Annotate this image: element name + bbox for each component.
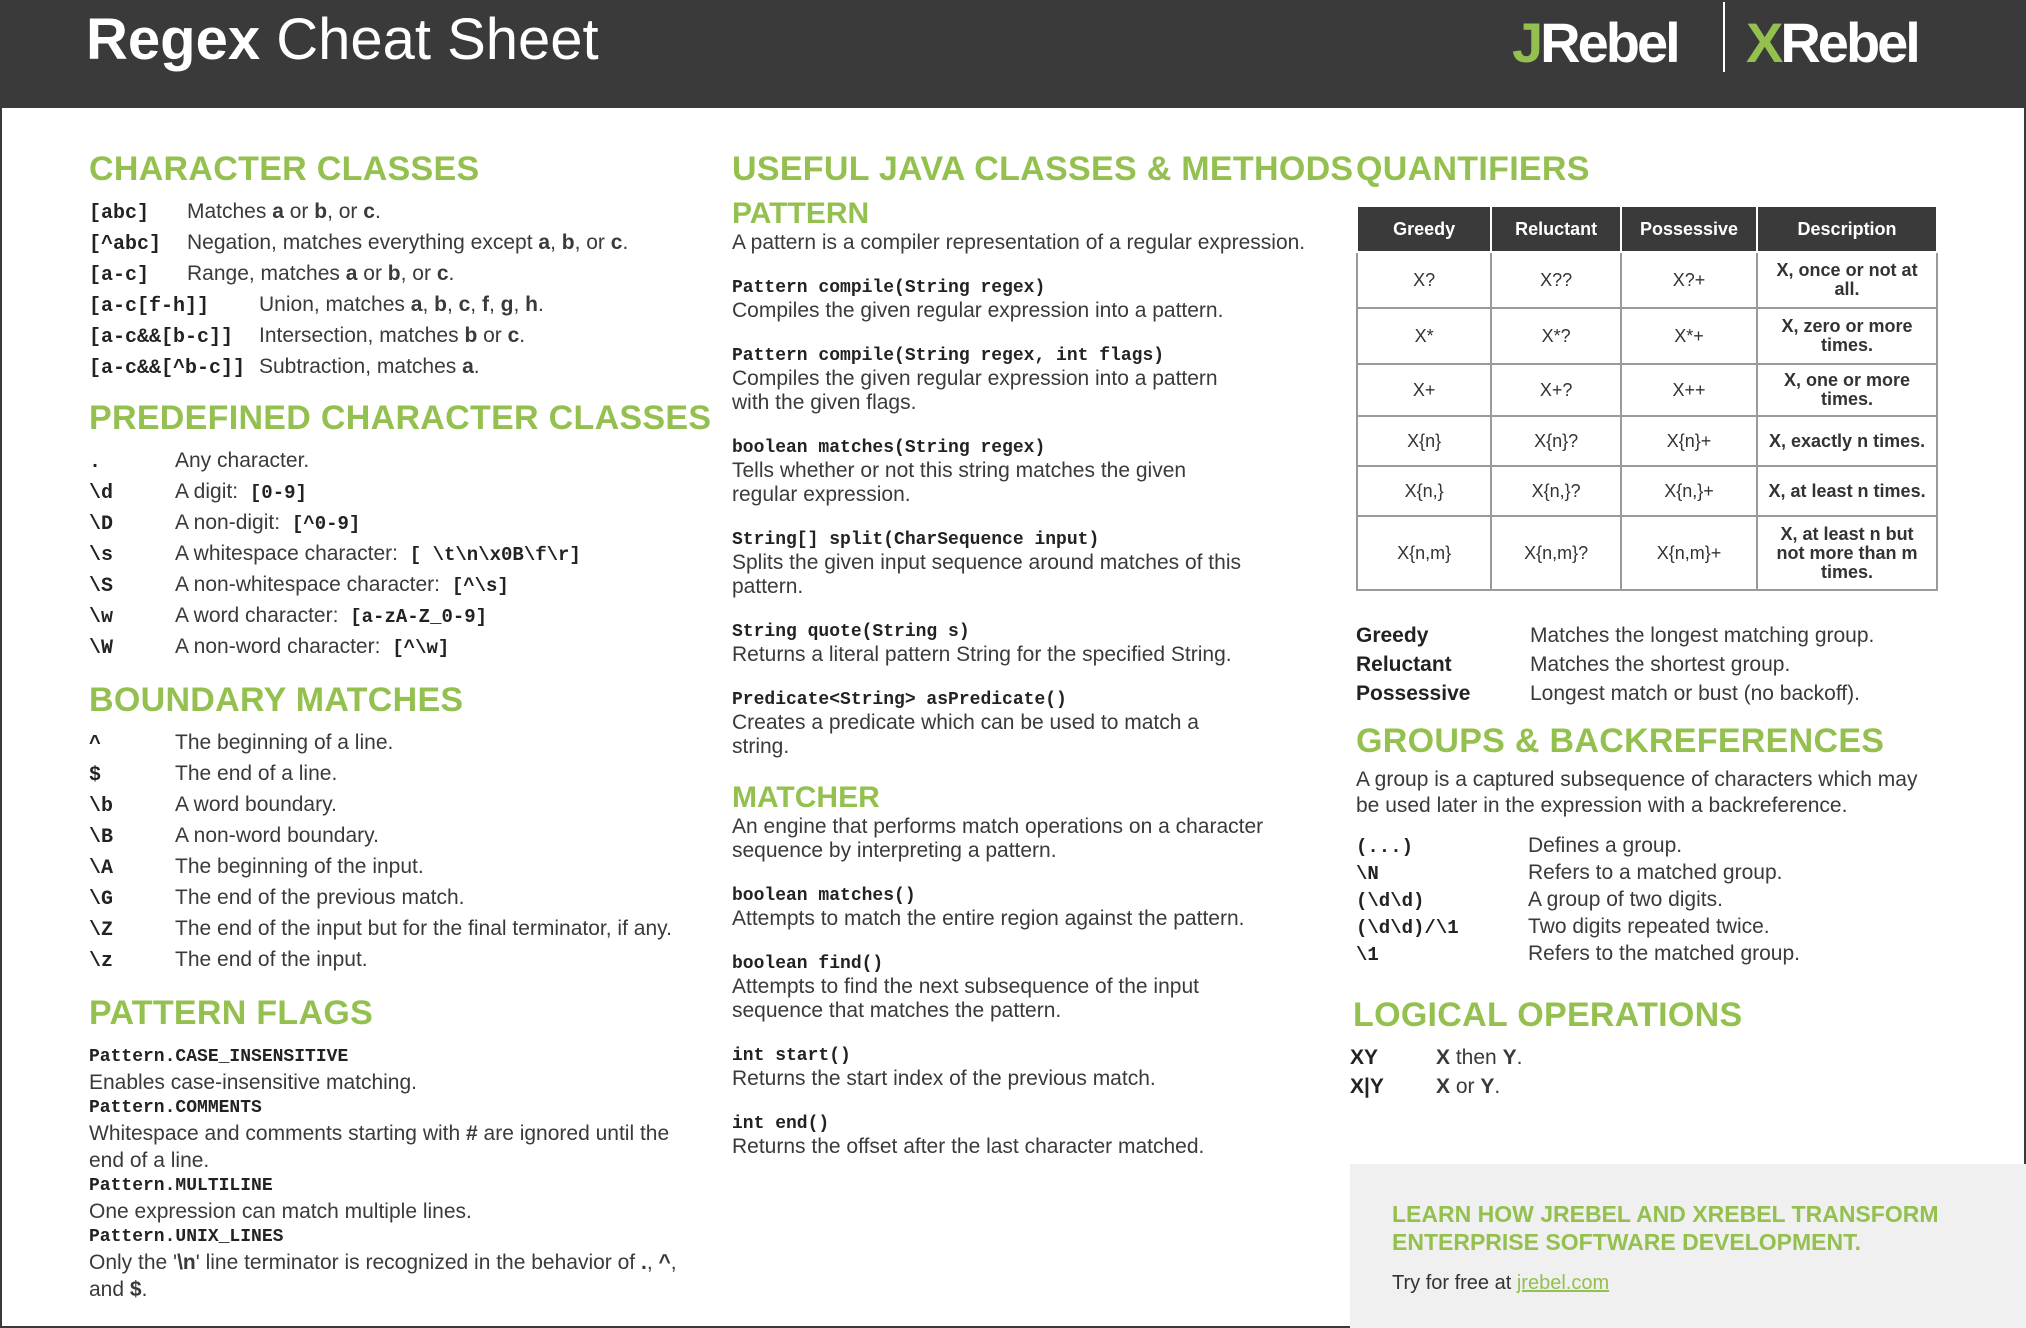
section-title-logical: LOGICAL OPERATIONS	[1353, 996, 1743, 1034]
section-title-predefined: PREDEFINED CHARACTER CLASSES	[89, 399, 712, 437]
regex-code: [0-9]	[249, 482, 307, 504]
flag-description: One expression can match multiple lines.	[89, 1200, 472, 1223]
description-text: A whitespace character:	[175, 542, 404, 565]
description-text: , or	[574, 231, 611, 254]
description: The end of a line.	[175, 762, 338, 785]
legend-term: Reluctant	[1356, 653, 1452, 676]
description: The end of the input but for the final terminator, if any.	[175, 917, 672, 940]
emphasis: b	[561, 231, 575, 254]
method-block	[732, 1113, 1252, 1159]
regex-code: [^\s]	[451, 575, 509, 597]
regex-token: \N	[1356, 863, 1379, 885]
quantifier-token: X++	[1621, 364, 1757, 416]
method-signature: String quote(String s)	[732, 622, 970, 642]
method-block	[732, 437, 1252, 507]
method-signature: Predicate<String> asPredicate()	[732, 690, 1067, 710]
emphasis: b	[387, 262, 401, 285]
character-class-row	[89, 259, 719, 290]
regex-token: \Z	[89, 919, 114, 942]
regex-code: [^\w]	[392, 637, 450, 659]
boundary-row	[89, 790, 719, 821]
legend-term: Possessive	[1356, 682, 1471, 705]
description-text: .	[141, 1278, 148, 1301]
description-text: A non-whitespace character:	[175, 573, 446, 596]
pattern-methods-list	[732, 277, 1332, 759]
description-text: , or	[327, 200, 364, 223]
emphasis: X	[1436, 1075, 1451, 1098]
quantifier-token: X{n,}+	[1621, 466, 1757, 516]
group-row	[1356, 833, 1996, 860]
method-block	[732, 953, 1252, 1023]
regex-token: ^	[89, 733, 102, 756]
description	[175, 632, 449, 663]
method-block	[732, 529, 1252, 599]
description-text: .	[537, 293, 544, 316]
description	[187, 259, 454, 288]
quantifier-description: X, one or more times.	[1757, 364, 1937, 416]
flag-description: Enables case-insensitive matching.	[89, 1071, 418, 1094]
description-text: Range, matches	[187, 262, 346, 285]
description-text: , and	[89, 1251, 677, 1301]
description-text: Only the '	[89, 1251, 178, 1274]
regex-token: [a-c&&[b-c]]	[89, 326, 234, 349]
quantifier-description: X, at least n times.	[1757, 466, 1937, 516]
method-block	[732, 345, 1252, 415]
method-signature: boolean matches(String regex)	[732, 438, 1046, 458]
jrebel-logo[interactable]: JRebel	[1512, 11, 1678, 74]
regex-token: \W	[89, 637, 114, 660]
emphasis: ^	[658, 1251, 671, 1274]
boundary-row	[89, 945, 719, 976]
description: The beginning of the input.	[175, 855, 424, 878]
column-header: Possessive	[1621, 206, 1757, 252]
character-classes-list	[89, 197, 719, 383]
subsection-title-matcher: MATCHER	[732, 781, 880, 814]
emphasis: c	[610, 231, 623, 254]
method-signature: boolean matches()	[732, 886, 916, 906]
method-description: Attempts to find the next subsequence of the input sequence that matches the pattern.	[732, 975, 1199, 1022]
description: The beginning of a line.	[175, 731, 394, 754]
method-block	[732, 277, 1252, 323]
emphasis: f	[481, 293, 489, 316]
emphasis: Y	[1502, 1046, 1517, 1069]
section-title-java-classes: USEFUL JAVA CLASSES & METHODS	[732, 150, 1354, 188]
description: A word boundary.	[175, 793, 337, 816]
character-class-row	[89, 352, 719, 383]
logical-row	[1350, 1072, 1996, 1101]
column-header: Greedy	[1357, 206, 1491, 252]
description: Defines a group.	[1528, 834, 1683, 857]
emphasis: g	[500, 293, 514, 316]
method-description: Tells whether or not this string matches the given regular expression.	[732, 459, 1187, 506]
character-class-row	[89, 290, 719, 321]
description	[259, 321, 525, 350]
regex-token: \B	[89, 826, 114, 849]
emphasis: c	[458, 293, 471, 316]
method-signature: int start()	[732, 1046, 851, 1066]
description-text: A non-word character:	[175, 635, 387, 658]
method-description: Returns a literal pattern String for the specified String.	[732, 643, 1232, 666]
section-title-quantifiers: QUANTIFIERS	[1356, 150, 1590, 188]
regex-token: \d	[89, 482, 114, 505]
regex-token: [abc]	[89, 202, 150, 225]
regex-token: [a-c[f-h]]	[89, 295, 210, 318]
legend-row	[1356, 650, 1996, 679]
matcher-intro: An engine that performs match operations on a character sequence by interpreting a pattern.	[732, 815, 1264, 862]
description-text: Negation, matches everything except	[187, 231, 539, 254]
regex-code: [a-zA-Z_0-9]	[350, 606, 488, 628]
groups-list	[1356, 833, 1996, 968]
emphasis: c	[363, 200, 375, 223]
column-header: Reluctant	[1491, 206, 1621, 252]
flag-name: Pattern.MULTILINE	[89, 1176, 273, 1196]
description: Refers to the matched group.	[1528, 942, 1800, 965]
predefined-row	[89, 539, 719, 570]
description-text: ,	[513, 293, 526, 316]
quantifier-description: X, exactly n times.	[1757, 416, 1937, 466]
description: Refers to a matched group.	[1528, 861, 1783, 884]
boundary-row	[89, 883, 719, 914]
character-class-row	[89, 197, 719, 228]
emphasis: a	[462, 355, 474, 378]
emphasis: c	[507, 324, 520, 347]
quantifier-token: X*?	[1491, 308, 1621, 364]
description: Two digits repeated twice.	[1528, 915, 1770, 938]
promo-box	[1350, 1164, 2026, 1328]
legend-row	[1356, 621, 1996, 650]
left-column	[89, 150, 719, 1303]
description-text: or	[357, 262, 388, 285]
character-class-row	[89, 228, 719, 259]
quantifier-row	[1357, 516, 1937, 590]
quantifier-token: X{n,m}?	[1491, 516, 1621, 590]
section-title-groups: GROUPS & BACKREFERENCES	[1356, 722, 1885, 760]
description-text: ,	[422, 293, 435, 316]
regex-token: \w	[89, 606, 114, 629]
emphasis: a	[345, 262, 358, 285]
quantifier-description: X, once or not at all.	[1757, 252, 1937, 308]
description-text: Matches	[187, 200, 273, 223]
method-description: Creates a predicate which can be used to match a string.	[732, 711, 1199, 758]
boundary-row	[89, 759, 719, 790]
group-row	[1356, 887, 1996, 914]
description: A non-word boundary.	[175, 824, 379, 847]
regex-token: .	[89, 451, 102, 474]
header-bar	[0, 0, 2026, 108]
regex-code: [^0-9]	[291, 513, 361, 535]
description-text: .	[519, 324, 526, 347]
method-signature: Pattern compile(String regex, int flags)	[732, 346, 1165, 366]
regex-token: [^abc]	[89, 233, 162, 256]
quantifier-legend	[1356, 621, 1996, 708]
emphasis: X	[1436, 1046, 1451, 1069]
emphasis: b	[464, 324, 478, 347]
logical-token: X|Y	[1350, 1075, 1384, 1098]
method-signature: boolean find()	[732, 954, 884, 974]
quantifier-token: X?+	[1621, 252, 1757, 308]
method-block	[732, 689, 1252, 759]
boundary-row	[89, 852, 719, 883]
group-row	[1356, 860, 1996, 887]
quantifier-token: X{n,m}+	[1621, 516, 1757, 590]
quantifier-token: X+	[1357, 364, 1491, 416]
description	[187, 197, 381, 226]
quantifier-token: X{n,}	[1357, 466, 1491, 516]
description	[175, 539, 581, 570]
emphasis: b	[314, 200, 328, 223]
jrebel-link[interactable]: jrebel.com	[1516, 1272, 1610, 1294]
predefined-row	[89, 570, 719, 601]
emphasis: .	[640, 1251, 647, 1274]
flag-description	[89, 1120, 699, 1174]
section-title-boundary: BOUNDARY MATCHES	[89, 681, 464, 719]
matcher-methods-list	[732, 885, 1332, 1159]
legend-description: Matches the shortest group.	[1530, 653, 1791, 676]
regex-token: (...)	[1356, 836, 1414, 858]
quantifier-row	[1357, 416, 1937, 466]
emphasis: #	[466, 1122, 478, 1145]
description	[1436, 1043, 1522, 1072]
description	[259, 290, 544, 319]
regex-token: \z	[89, 950, 114, 973]
description-text: .	[622, 231, 629, 254]
logical-row	[1350, 1043, 1996, 1072]
page-title: Regex Cheat Sheet	[86, 7, 599, 72]
regex-token: \G	[89, 888, 114, 911]
pattern-flags-list	[89, 1045, 699, 1303]
method-description: Compiles the given regular expression into a pattern with the given flags.	[732, 367, 1218, 414]
emphasis: c	[436, 262, 449, 285]
description	[1436, 1072, 1500, 1101]
description-text: .	[374, 200, 381, 223]
subsection-title-pattern: PATTERN	[732, 197, 870, 230]
regex-token: \A	[89, 857, 114, 880]
description	[175, 570, 509, 601]
description-text: or	[1450, 1075, 1481, 1098]
regex-token: (\d\d)/\1	[1356, 917, 1459, 939]
regex-code: [ \t\n\x0B\f\r]	[409, 544, 581, 566]
method-description: Returns the offset after the last character matched.	[732, 1135, 1205, 1158]
regex-token: [a-c]	[89, 264, 150, 287]
description-text: ,	[470, 293, 482, 316]
description: A group of two digits.	[1528, 888, 1723, 911]
method-block	[732, 1045, 1252, 1091]
method-signature: String[] split(CharSequence input)	[732, 530, 1100, 550]
description-text: .	[448, 262, 455, 285]
emphasis: $	[129, 1278, 142, 1301]
boundary-row	[89, 821, 719, 852]
description-text: A digit:	[175, 480, 244, 503]
regex-token: \D	[89, 513, 114, 536]
right-column	[1350, 150, 1996, 1101]
quantifier-row	[1357, 364, 1937, 416]
section-title-character-classes: CHARACTER CLASSES	[89, 150, 480, 188]
predefined-row	[89, 632, 719, 663]
method-signature: Pattern compile(String regex)	[732, 278, 1046, 298]
emphasis: a	[410, 293, 423, 316]
boundary-row	[89, 914, 719, 945]
xrebel-logo[interactable]: XRebel	[1746, 11, 1918, 74]
quantifier-token: X*	[1357, 308, 1491, 364]
legend-description: Matches the longest matching group.	[1530, 624, 1875, 647]
emphasis: a	[272, 200, 284, 223]
regex-token: \s	[89, 544, 114, 567]
quantifier-token: X{n,}?	[1491, 466, 1621, 516]
quantifier-token: X??	[1491, 252, 1621, 308]
section-title-pattern-flags: PATTERN FLAGS	[89, 994, 374, 1032]
description-text: A word character:	[175, 604, 345, 627]
description-text: ' line terminator is recognized in the behavior of	[195, 1251, 641, 1274]
description	[175, 601, 487, 632]
pattern-intro: A pattern is a compiler representation of a regular expression.	[732, 231, 1306, 254]
regex-token: \S	[89, 575, 114, 598]
logo-divider	[1723, 2, 1725, 72]
regex-token: (\d\d)	[1356, 890, 1425, 912]
description: The end of the previous match.	[175, 886, 465, 909]
description-text: are ignored until the end of a line.	[89, 1122, 670, 1172]
emphasis: h	[525, 293, 538, 316]
groups-intro: A group is a captured subsequence of characters which may be used later in the expression with a backreference.	[1356, 768, 1918, 817]
quantifier-token: X{n}	[1357, 416, 1491, 466]
logical-list	[1350, 1043, 1996, 1101]
boundary-row	[89, 728, 719, 759]
emphasis: a	[538, 231, 551, 254]
quantifier-description: X, zero or more times.	[1757, 308, 1937, 364]
flag-name: Pattern.COMMENTS	[89, 1098, 262, 1118]
flag-name: Pattern.UNIX_LINES	[89, 1227, 284, 1247]
description-text: ,	[646, 1251, 659, 1274]
legend-description: Longest match or bust (no backoff).	[1530, 682, 1860, 705]
quantifier-description: X, at least n but not more than m times.	[1757, 516, 1937, 590]
description	[175, 508, 360, 539]
method-description: Splits the given input sequence around matches of this pattern.	[732, 551, 1241, 598]
method-block	[732, 621, 1252, 667]
quantifier-token: X?	[1357, 252, 1491, 308]
quantifier-row	[1357, 252, 1937, 308]
legend-row	[1356, 679, 1996, 708]
flag-description	[89, 1249, 699, 1303]
quantifiers-table	[1356, 205, 1938, 591]
method-description: Compiles the given regular expression into a pattern.	[732, 299, 1224, 322]
column-header: Description	[1757, 206, 1937, 252]
description-text: ,	[550, 231, 562, 254]
description-text: Subtraction, matches	[259, 355, 463, 378]
logical-token: XY	[1350, 1046, 1379, 1069]
description	[259, 352, 480, 381]
description-text: , or	[400, 262, 437, 285]
description-text: A non-digit:	[175, 511, 286, 534]
description-text: or	[477, 324, 508, 347]
description	[175, 446, 309, 475]
promo-headline: LEARN HOW JREBEL AND XREBEL TRANSFORM ENTERPRISE SOFTWARE DEVELOPMENT.	[1392, 1201, 1939, 1255]
quantifier-row	[1357, 308, 1937, 364]
character-class-row	[89, 321, 719, 352]
quantifier-token: X{n}+	[1621, 416, 1757, 466]
description-text: Any character.	[175, 449, 310, 472]
regex-token: \b	[89, 795, 114, 818]
emphasis: b	[434, 293, 447, 316]
regex-token: [a-c&&[^b-c]]	[89, 357, 246, 380]
description-text: or	[283, 200, 315, 223]
predefined-row	[89, 601, 719, 632]
regex-token: $	[89, 764, 102, 787]
description	[175, 477, 307, 508]
quantifier-token: X*+	[1621, 308, 1757, 364]
quantifier-token: X+?	[1491, 364, 1621, 416]
predefined-row	[89, 446, 719, 477]
method-description: Returns the start index of the previous match.	[732, 1067, 1156, 1090]
emphasis: \n	[177, 1251, 196, 1274]
quantifier-token: X{n,m}	[1357, 516, 1491, 590]
description-text: Union, matches	[259, 293, 411, 316]
flag-name: Pattern.CASE_INSENSITIVE	[89, 1047, 349, 1067]
emphasis: Y	[1480, 1075, 1495, 1098]
method-block	[732, 885, 1252, 931]
legend-term: Greedy	[1356, 624, 1429, 647]
description-text: .	[1516, 1046, 1523, 1069]
description: The end of the input.	[175, 948, 368, 971]
method-signature: int end()	[732, 1114, 830, 1134]
method-description: Attempts to match the entire region against the pattern.	[732, 907, 1245, 930]
quantifier-row	[1357, 466, 1937, 516]
middle-column	[732, 150, 1354, 1159]
group-row	[1356, 914, 1996, 941]
description	[187, 228, 628, 257]
predefined-list	[89, 446, 719, 663]
promo-cta: Try for free at jrebel.com	[1392, 1272, 1610, 1294]
description-text: Intersection, matches	[259, 324, 465, 347]
description-text: Whitespace and comments starting with	[89, 1122, 466, 1145]
description-text: .	[473, 355, 480, 378]
description-text: .	[1494, 1075, 1501, 1098]
predefined-row	[89, 477, 719, 508]
group-row	[1356, 941, 1996, 968]
description-text: ,	[446, 293, 459, 316]
description-text: then	[1450, 1046, 1503, 1069]
quantifier-token: X{n}?	[1491, 416, 1621, 466]
regex-token: \1	[1356, 944, 1379, 966]
boundary-list	[89, 728, 719, 976]
description-text: ,	[488, 293, 501, 316]
predefined-row	[89, 508, 719, 539]
